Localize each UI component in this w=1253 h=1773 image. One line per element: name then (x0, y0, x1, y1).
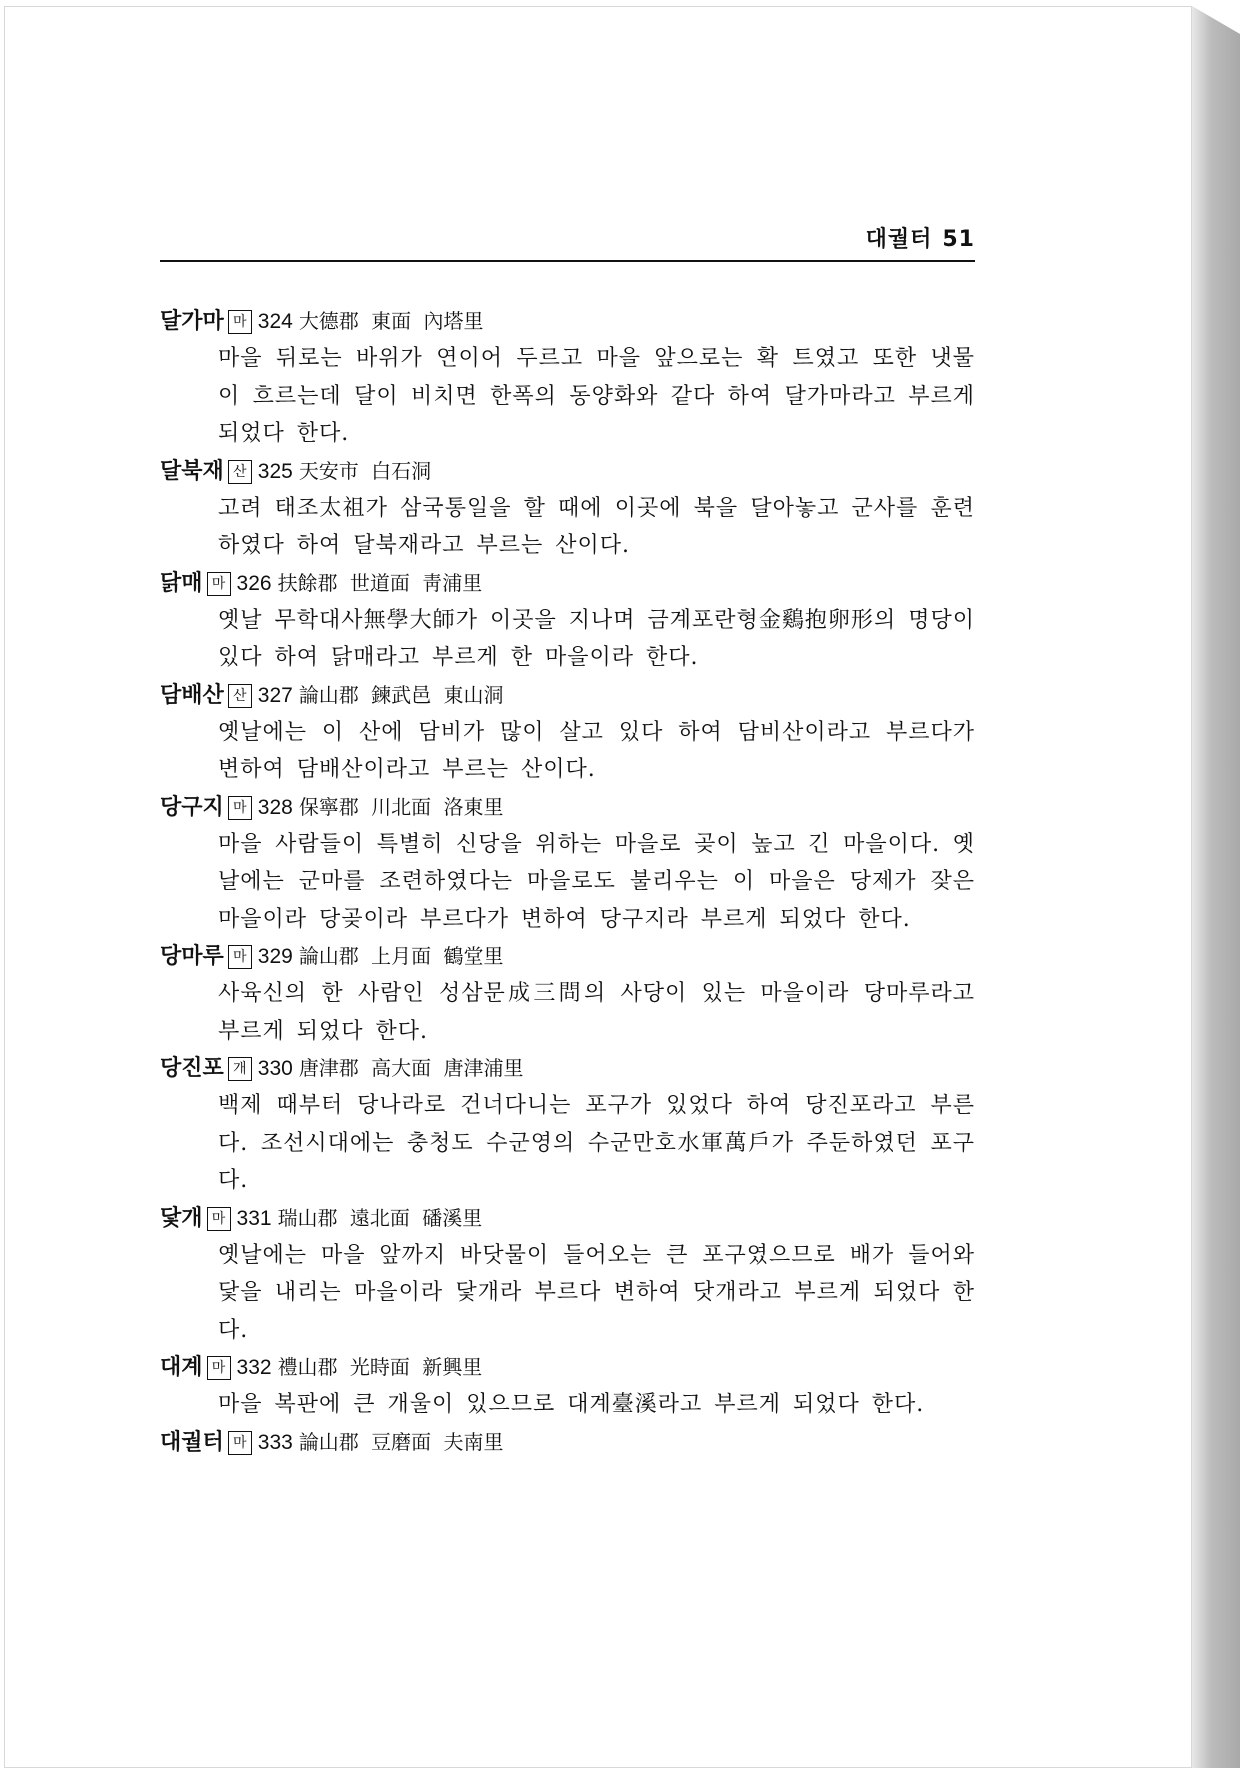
entry (160, 453, 975, 565)
entry-body: 옛날에는 이 산에 담비가 많이 살고 있다 하여 담비산이라고 부르다가 변하여 담배산이라고 부르는 산이다. (218, 719, 975, 782)
type-badge: 마 (207, 1356, 231, 1380)
entry-body: 옛날 무학대사無學大師가 이곳을 지나며 금계포란형金鷄抱卵形의 명당이 있다 하여 닭매라고 부르게 한 마을이라 한다. (218, 607, 975, 670)
entry (160, 789, 975, 939)
location: 天安市 白石洞 (298, 458, 432, 483)
header-rule (160, 260, 975, 262)
type-badge: 산 (228, 460, 252, 484)
page-header (160, 222, 975, 266)
page-edge (1192, 6, 1240, 1768)
location: 大德郡 東面 內塔里 (298, 309, 484, 333)
running-head-title: 대궐터 (865, 227, 933, 252)
entry-number: 327 (257, 683, 293, 707)
type-badge: 마 (207, 1207, 231, 1231)
type-badge: 마 (207, 572, 231, 596)
entry-head (160, 938, 975, 975)
entry (160, 1424, 975, 1461)
entry (160, 677, 975, 789)
headword: 대궐터 (160, 1429, 224, 1455)
headword: 달북재 (160, 458, 224, 484)
entry-head (160, 1050, 975, 1087)
location: 論山郡 上月面 鶴堂里 (298, 944, 504, 968)
entry-number: 324 (257, 310, 293, 333)
entry-number: 325 (257, 459, 293, 483)
location: 禮山郡 光時面 新興里 (277, 1355, 483, 1379)
entry-body: 마을 뒤로는 바위가 연이어 두르고 마을 앞으로는 확 트였고 또한 냇물이 흐르는데 달이 비치면 한폭의 동양화와 같다 하여 달가마라고 부르게 되었다 한다. (218, 346, 975, 446)
entry-number: 330 (257, 1057, 293, 1080)
entry-list (160, 303, 975, 1461)
entry (160, 1050, 975, 1200)
type-badge: 마 (228, 310, 252, 334)
entry-head (160, 453, 975, 490)
headword: 당구지 (160, 794, 224, 820)
location: 唐津郡 高大面 唐津浦里 (298, 1056, 524, 1080)
entry-body: 마을 사람들이 특별히 신당을 위하는 마을로 곶이 높고 긴 마을이다. 옛날에는 군마를 조련하였다는 마을로도 불리우는 이 마을은 당제가 잦은 마을이라 당곶이라 부르다가 변하여 당구지라 부르게 되었다 한다. (218, 831, 975, 932)
headword: 달가마 (160, 309, 224, 334)
headword: 닭매 (160, 570, 203, 596)
entry (160, 303, 975, 453)
entry-head (160, 1424, 975, 1461)
headword: 당진포 (160, 1056, 224, 1081)
type-badge: 개 (228, 1057, 252, 1081)
entry-head (160, 1200, 975, 1237)
entry (160, 938, 975, 1050)
headword: 담배산 (160, 682, 224, 708)
headword: 대계 (160, 1355, 203, 1380)
entry (160, 1200, 975, 1350)
entry-number: 331 (236, 1206, 272, 1230)
entry (160, 1349, 975, 1424)
entry-body: 사육신의 한 사람인 성삼문成三問의 사당이 있는 마을이라 당마루라고 부르게 되었다 한다. (218, 981, 975, 1044)
entry-head (160, 677, 975, 714)
page-number: 51 (942, 227, 975, 252)
entry-body: 옛날에는 마을 앞까지 바닷물이 들어오는 큰 포구였으므로 배가 들어와 닻을 내리는 마을이라 닻개라 부르다 변하여 닷개라고 부르게 되었다 한다. (218, 1242, 975, 1343)
type-badge: 마 (228, 945, 252, 969)
entry-body: 백제 때부터 당나라로 건너다니는 포구가 있었다 하여 당진포라고 부른다. 조선시대에는 충청도 수군영의 수군만호水軍萬戶가 주둔하였던 포구다. (218, 1093, 975, 1193)
location: 論山郡 鍊武邑 東山洞 (298, 682, 504, 707)
location: 扶餘郡 世道面 靑浦里 (277, 570, 483, 595)
type-badge: 마 (228, 796, 252, 820)
entry-body: 마을 복판에 큰 개울이 있으므로 대계臺溪라고 부르게 되었다 한다. (218, 1392, 925, 1417)
type-badge: 산 (228, 684, 252, 708)
headword: 닻개 (160, 1205, 203, 1231)
headword: 당마루 (160, 944, 224, 969)
location: 論山郡 豆磨面 夫南里 (298, 1429, 504, 1454)
entry-number: 329 (257, 945, 293, 968)
entry-number: 333 (257, 1430, 293, 1454)
type-badge: 마 (228, 1431, 252, 1455)
entry-number: 332 (236, 1356, 272, 1379)
entry-number: 326 (236, 571, 272, 595)
running-head (866, 222, 975, 253)
location: 保寧郡 川北面 洛東里 (298, 794, 504, 819)
entry-body: 고려 태조太祖가 삼국통일을 할 때에 이곳에 북을 달아놓고 군사를 훈련하였다 하여 달북재라고 부르는 산이다. (218, 495, 975, 558)
entry-head (160, 565, 975, 602)
entry-head (160, 303, 975, 340)
entry (160, 565, 975, 677)
location: 瑞山郡 遠北面 磻溪里 (277, 1205, 483, 1230)
entry-head (160, 1349, 975, 1386)
entry-number: 328 (257, 795, 293, 819)
entry-head (160, 789, 975, 826)
